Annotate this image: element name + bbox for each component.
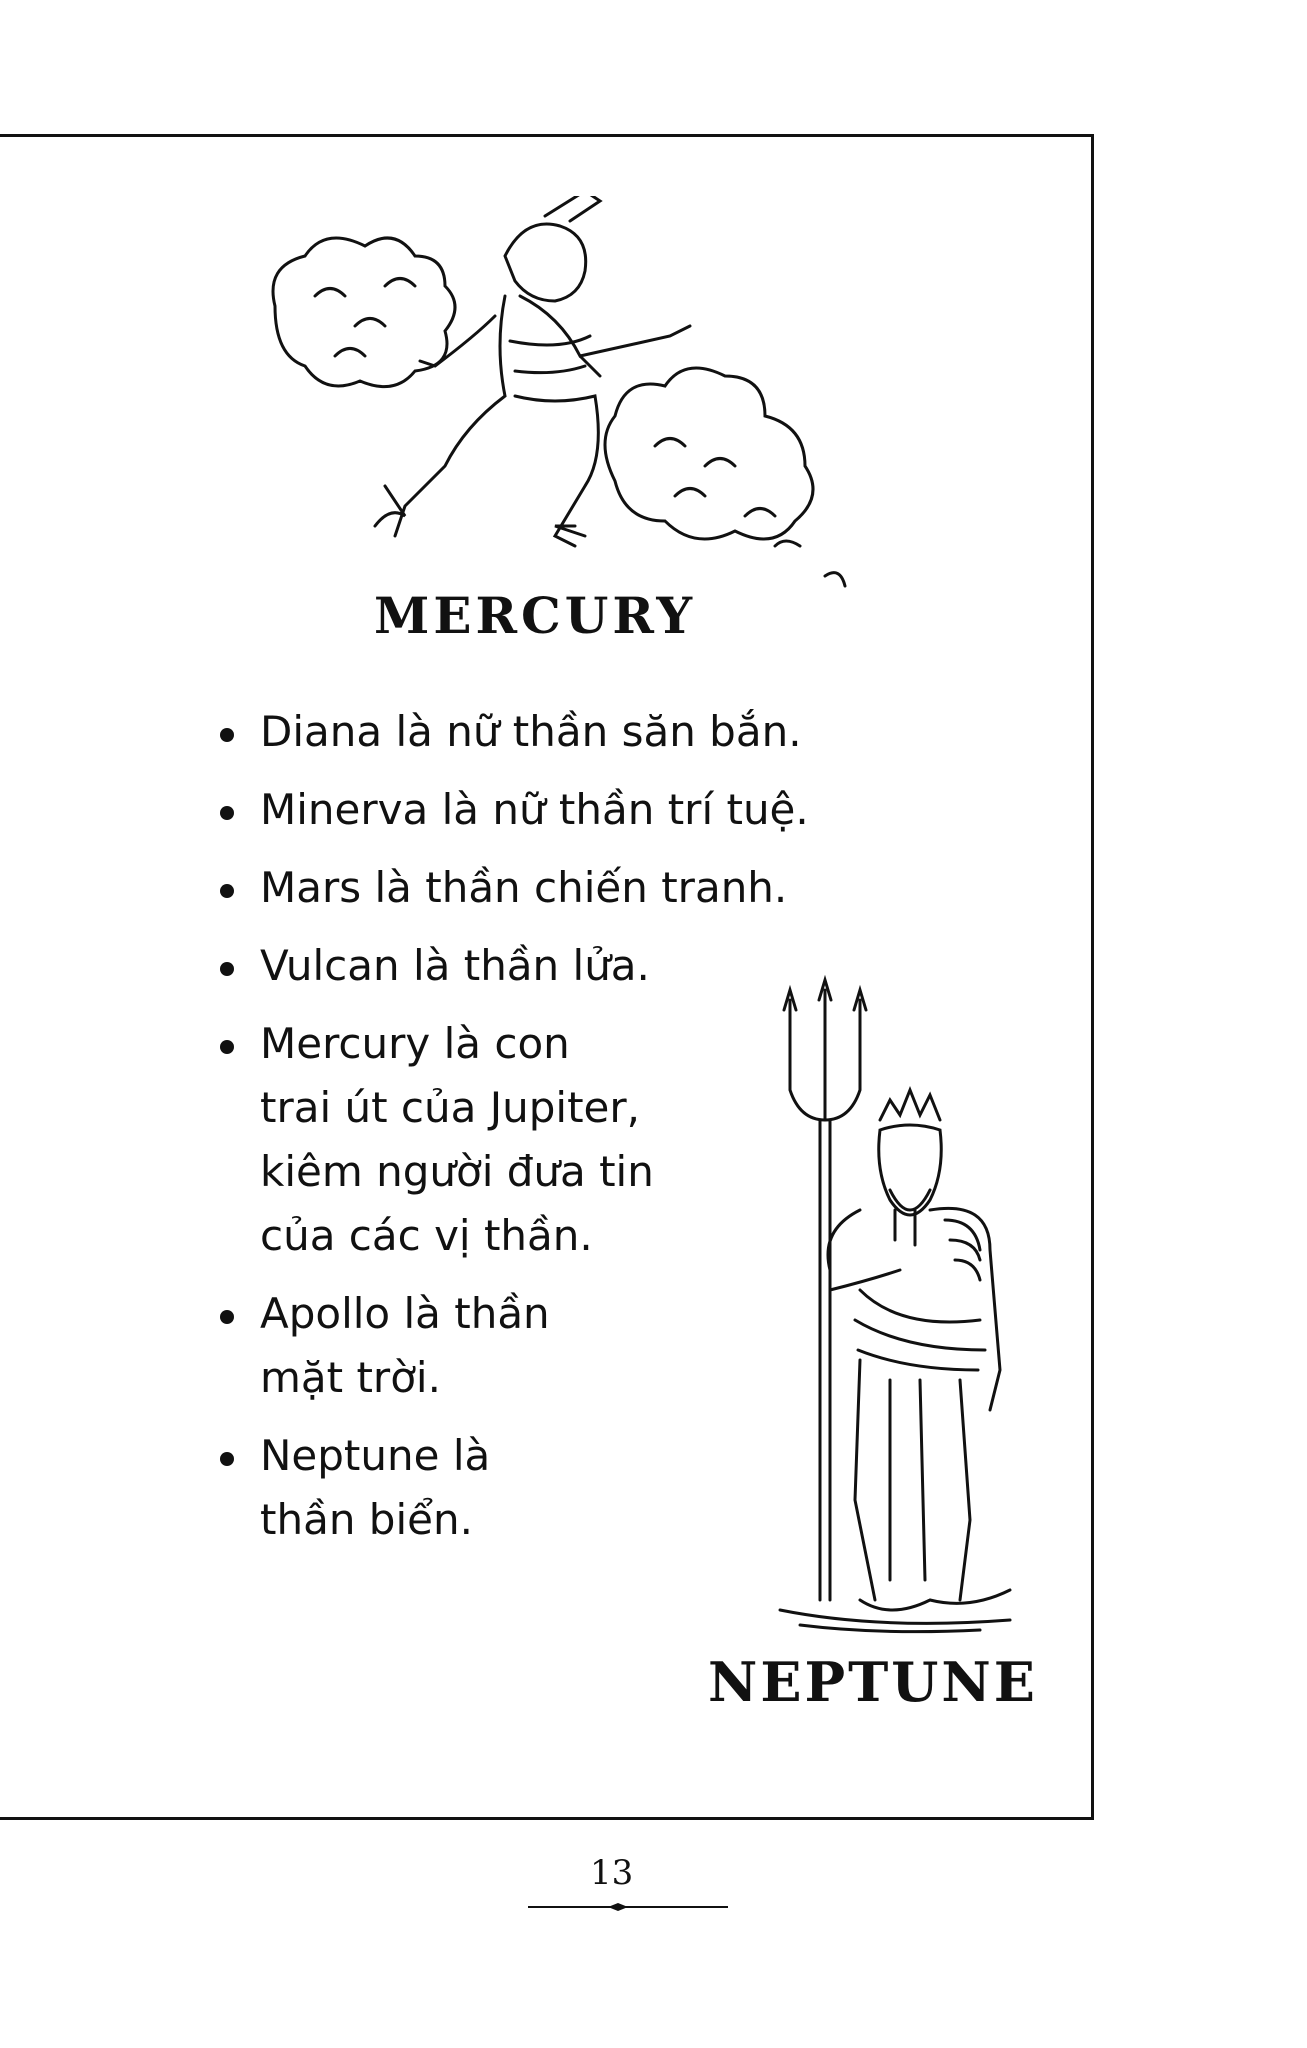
- fact-text: Minerva là nữ thần trí tuệ.: [260, 785, 809, 834]
- neptune-illustration: [740, 960, 1060, 1640]
- bullet-icon: [220, 884, 234, 898]
- fact-text: Diana là nữ thần săn bắn.: [260, 707, 802, 756]
- fact-text: Vulcan là thần lửa.: [260, 941, 650, 990]
- bullet-icon: [220, 1310, 234, 1324]
- list-item: [214, 778, 834, 842]
- neptune-caption: NEPTUNE: [708, 1650, 1038, 1714]
- mercury-caption: MERCURY: [374, 586, 697, 645]
- bullet-icon: [220, 962, 234, 976]
- list-item: [214, 700, 834, 764]
- mercury-flying-figure-icon: [255, 196, 875, 596]
- list-item: [214, 856, 834, 920]
- bullet-icon: [220, 1452, 234, 1466]
- page-number-ornament: [528, 1898, 728, 1917]
- bullet-icon: [220, 806, 234, 820]
- bullet-icon: [220, 1040, 234, 1054]
- fact-text: Apollo là thần mặt trời.: [260, 1289, 550, 1402]
- bullet-icon: [220, 728, 234, 742]
- page-number: 13: [590, 1853, 634, 1893]
- ornament-rule-icon: [528, 1901, 728, 1913]
- mercury-illustration: [255, 196, 875, 596]
- neptune-trident-figure-icon: [740, 960, 1060, 1640]
- fact-text: Mars là thần chiến tranh.: [260, 863, 788, 912]
- fact-text: Neptune là thần biển.: [260, 1431, 491, 1544]
- fact-text: Mercury là con trai út của Jupiter, kiêm người đưa tin của các vị thần.: [260, 1019, 654, 1260]
